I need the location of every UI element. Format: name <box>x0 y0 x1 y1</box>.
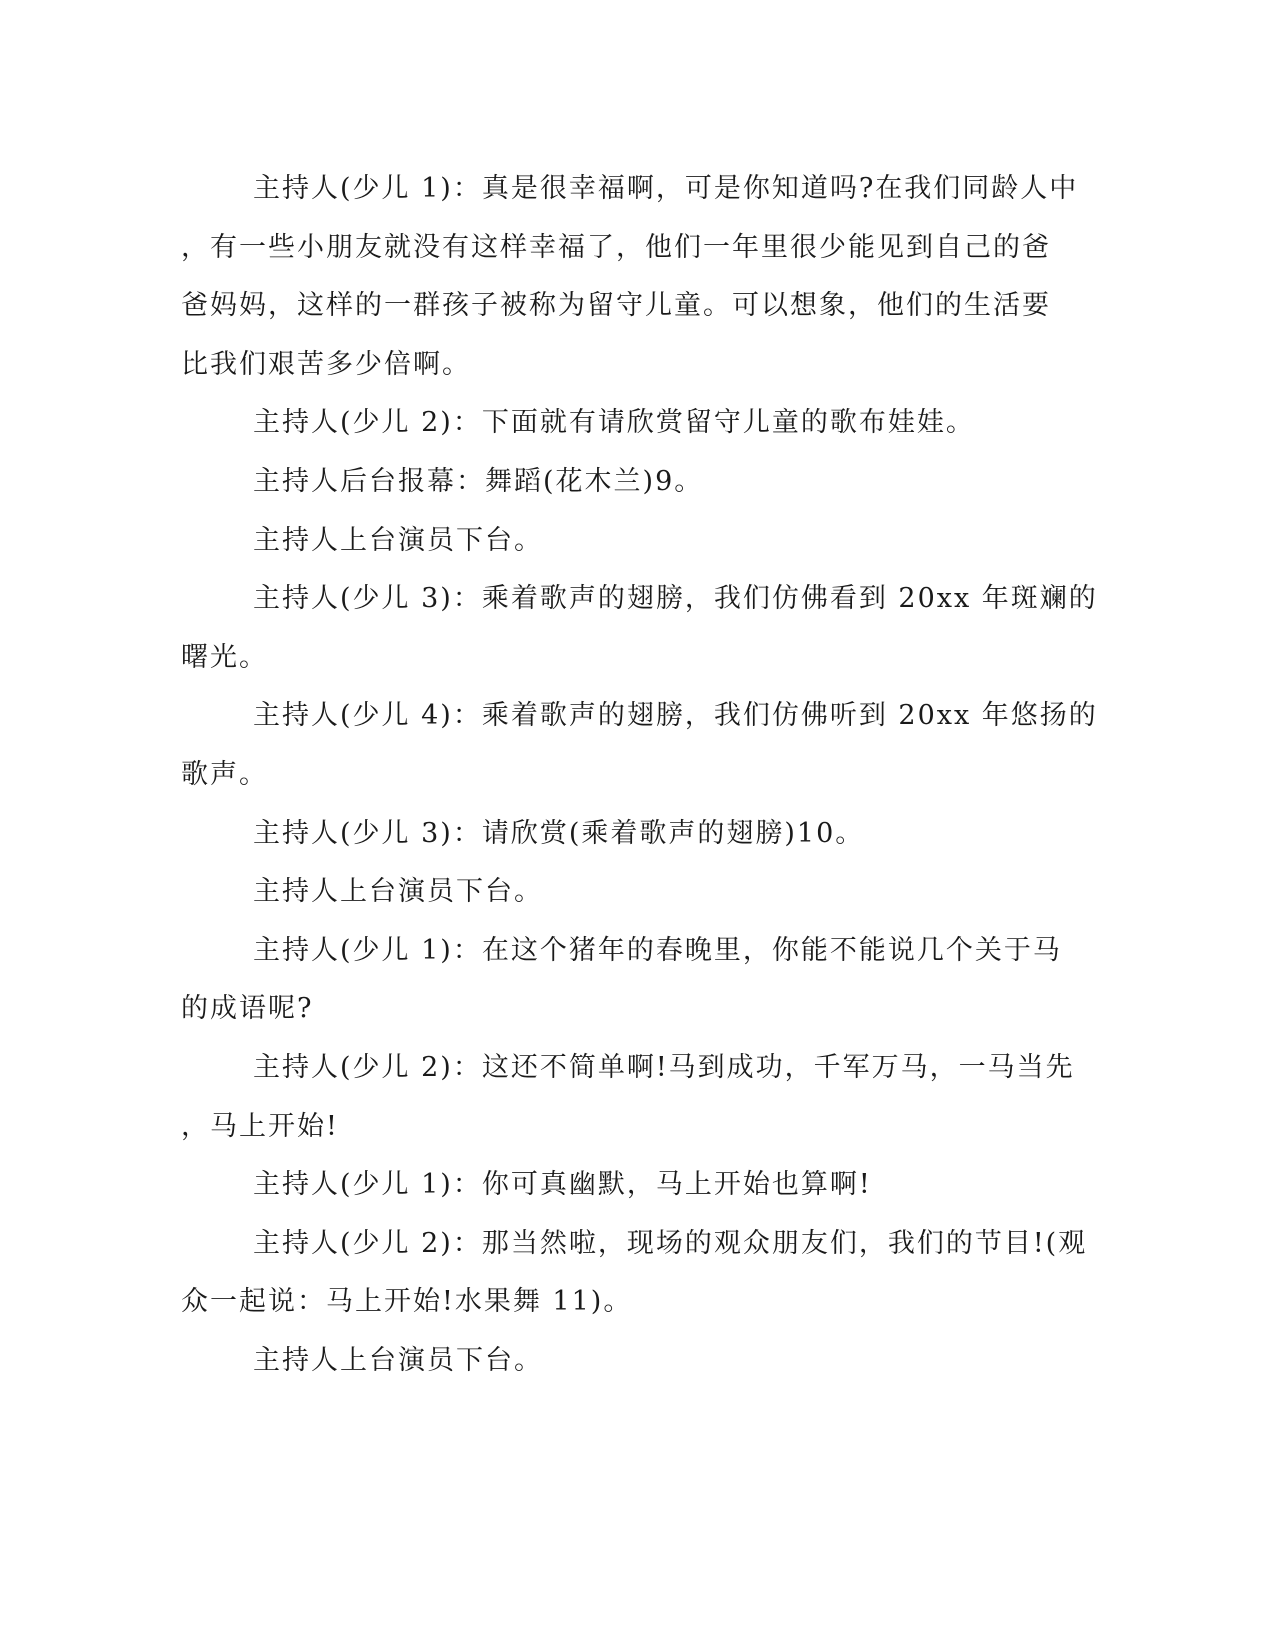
text-line: 主持人(少儿 2)：那当然啦，现场的观众朋友们，我们的节目!(观 <box>253 1227 1088 1259</box>
text-line: 主持人(少儿 4)：乘着歌声的翅膀，我们仿佛听到 20xx 年悠扬的 <box>253 700 1098 732</box>
text-line: 歌声。 <box>181 758 268 790</box>
text-line: 主持人(少儿 3)：乘着歌声的翅膀，我们仿佛看到 20xx 年斑斓的 <box>253 583 1098 615</box>
text-line: 主持人上台演员下台。 <box>253 1344 543 1376</box>
text-line: 的成语呢? <box>181 993 314 1025</box>
text-line: 爸妈妈，这样的一群孩子被称为留守儿童。可以想象，他们的生活要 <box>181 290 1051 322</box>
text-line: ，有一些小朋友就没有这样幸福了，他们一年里很少能见到自己的爸 <box>181 231 1051 263</box>
text-line: 主持人(少儿 2)：这还不简单啊!马到成功，千军万马，一马当先 <box>253 1051 1075 1083</box>
text-line: 曙光。 <box>181 641 268 673</box>
document-body <box>181 160 1098 1390</box>
text-line: 主持人上台演员下台。 <box>253 524 543 556</box>
text-line: 主持人(少儿 3)：请欣赏(乘着歌声的翅膀)10。 <box>253 817 865 849</box>
text-line: 主持人(少儿 1)：真是很幸福啊，可是你知道吗?在我们同龄人中 <box>253 173 1079 204</box>
text-line: 主持人(少儿 1)：在这个猪年的春晚里，你能不能说几个关于马 <box>253 934 1062 966</box>
text-line: 比我们艰苦多少倍啊。 <box>181 348 471 380</box>
text-line: 主持人后台报幕：舞蹈(花木兰)9。 <box>253 465 704 497</box>
text-line: ，马上开始! <box>181 1110 339 1142</box>
text-line: 众一起说：马上开始!水果舞 11)。 <box>181 1286 633 1318</box>
text-line: 主持人上台演员下台。 <box>253 876 543 908</box>
text-line: 主持人(少儿 1)：你可真幽默，马上开始也算啊! <box>253 1169 872 1201</box>
text-line: 主持人(少儿 2)：下面就有请欣赏留守儿童的歌布娃娃。 <box>253 407 975 439</box>
